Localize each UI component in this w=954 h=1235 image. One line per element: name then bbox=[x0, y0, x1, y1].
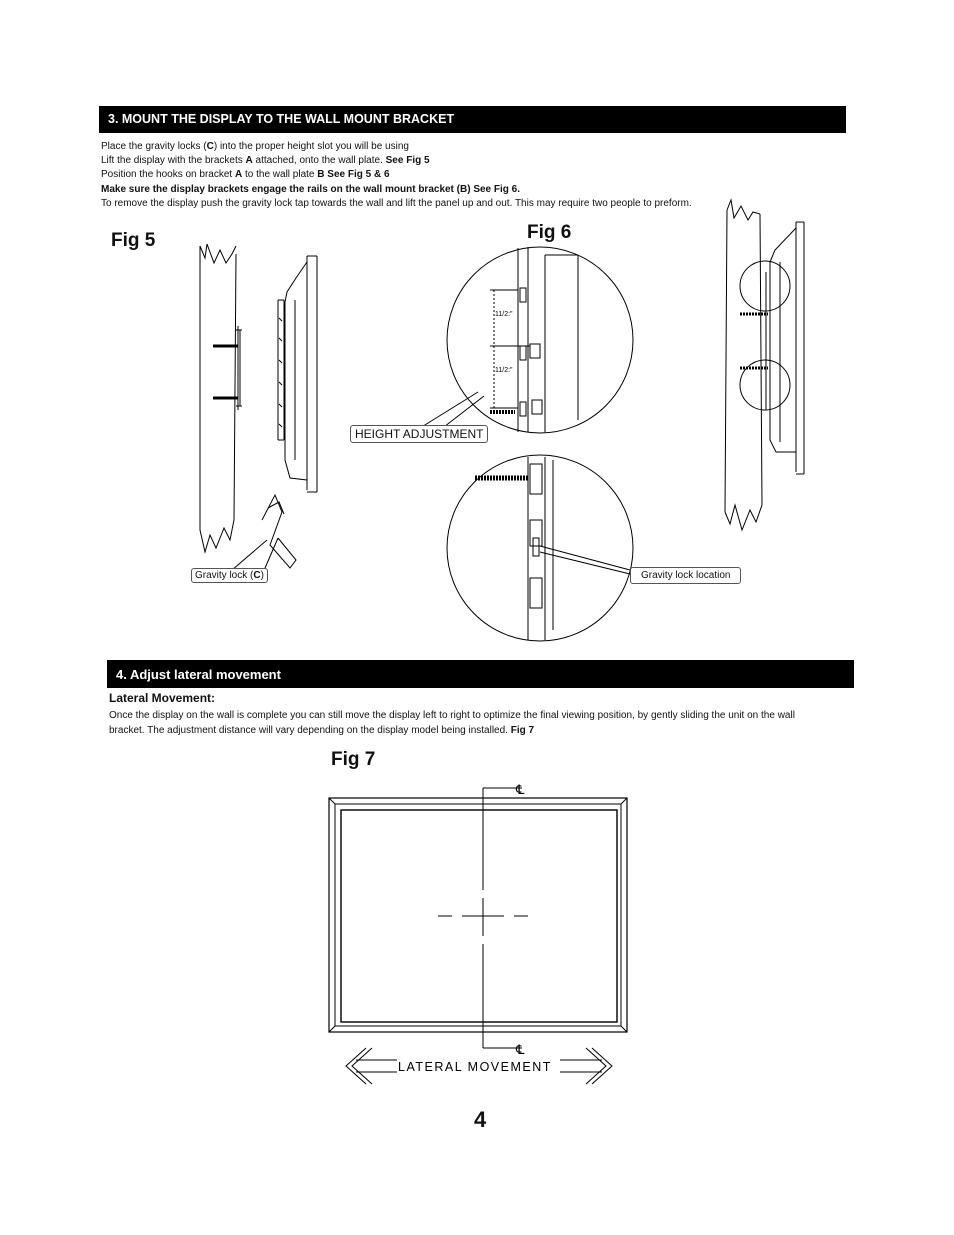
lateral-movement-subtitle: Lateral Movement: bbox=[109, 691, 216, 705]
lateral-paragraph-line-2: bracket. The adjustment distance will vary depending on the display model being installed. Fig 7 bbox=[109, 725, 535, 736]
centerline-top-symbol: ℄ bbox=[516, 783, 525, 798]
fig5-gravity-lock bbox=[232, 495, 296, 575]
section-4-title: 4. Adjust lateral movement bbox=[116, 667, 281, 682]
instruction-line-3: Position the hooks on bracket A to the wall plate B See Fig 5 & 6 bbox=[101, 169, 390, 180]
section-3-title: 3. MOUNT THE DISPLAY TO THE WALL MOUNT BRACKET bbox=[108, 112, 455, 126]
gravity-lock-location-callout: Gravity lock location bbox=[630, 567, 741, 584]
instruction-line-2: Lift the display with the brackets A attached, onto the wall plate. See Fig 5 bbox=[101, 155, 430, 166]
instruction-line-4: Make sure the display brackets engage the rails on the wall mount bracket (B) See Fig 6. bbox=[101, 184, 521, 195]
fig5-display bbox=[278, 256, 317, 492]
fig6-top-detail bbox=[420, 247, 633, 433]
instruction-line-5: To remove the display push the gravity lock tap towards the wall and lift the panel up and out. This may require two people to preform. bbox=[101, 198, 692, 209]
height-adjustment-callout: HEIGHT ADJUSTMENT bbox=[350, 425, 488, 443]
fig-7-title: Fig 7 bbox=[331, 749, 376, 770]
section-4-header bbox=[107, 660, 854, 688]
page-number: 4 bbox=[474, 1107, 487, 1132]
lateral-movement-label: LATERAL MOVEMENT bbox=[398, 1060, 552, 1074]
centerline-bottom-symbol: ℄ bbox=[516, 1043, 525, 1058]
fig7-display bbox=[329, 788, 627, 1048]
fig-5-title: Fig 5 bbox=[111, 230, 156, 251]
dim-label-1: 11/2:" bbox=[495, 311, 513, 318]
fig6-bottom-detail bbox=[447, 455, 633, 641]
instruction-line-1: Place the gravity locks (C) into the proper height slot you will be using bbox=[101, 141, 409, 152]
dim-label-2: 11/2:" bbox=[495, 367, 513, 374]
fig6-side-view bbox=[725, 200, 804, 530]
gravity-lock-callout: Gravity lock (C) bbox=[191, 568, 268, 583]
lateral-paragraph-line-1: Once the display on the wall is complete you can still move the display left to right to optimize the final viewing position, by gently sliding the unit on the wall bbox=[109, 710, 795, 721]
fig-6-title: Fig 6 bbox=[527, 222, 572, 243]
fig5-wall bbox=[200, 244, 242, 552]
